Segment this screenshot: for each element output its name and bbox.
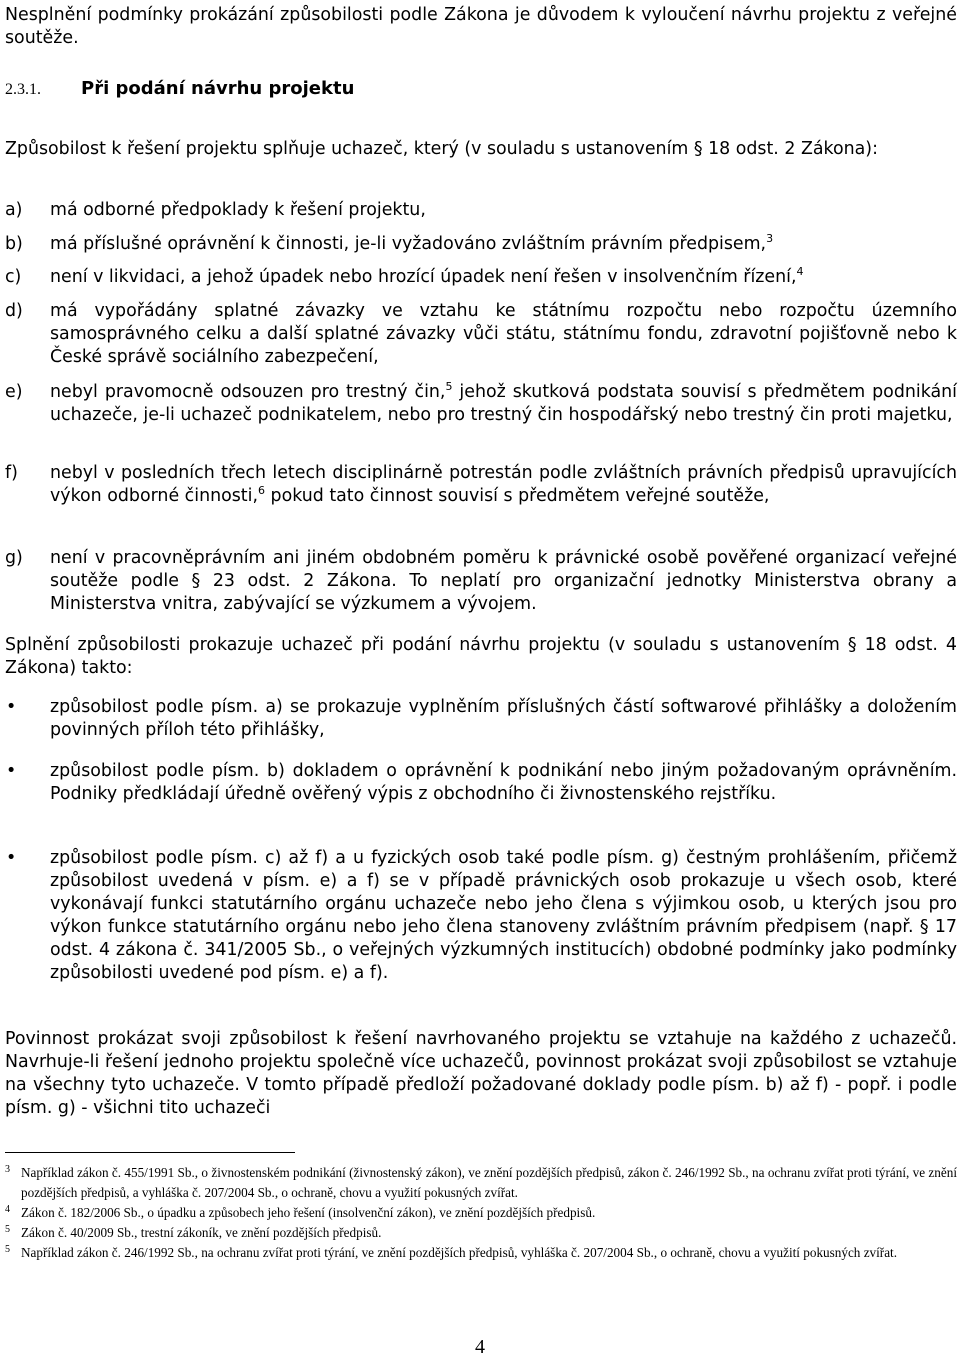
- condition-text: má odborné předpoklady k řešení projektu,: [50, 200, 426, 220]
- condition-text: má příslušné oprávnění k činnosti, je-li vyžadováno zvláštním právním předpisem,$^3$: [50, 232, 774, 254]
- condition-item: [5, 199, 957, 222]
- condition-item: [5, 547, 957, 616]
- footnote-text: Například zákon č. 455/1991 Sb., o živnostenském podnikání (živnostenský zákon), ve znění pozdějších předpisů, zákon č. 246/1992 Sb., na ochranu zvířat proti týrání, ve znění pozdějších předpisů, a vyhláška č. 207/2004 Sb., o ochraně, chovu a využití pokusných zvířat.: [21, 1165, 957, 1200]
- bullet-text: způsobilost podle písm. c) až f) a u fyzických osob také podle písm. g) čestným prohlášením, přičemž způsobilost uvedená v písm. e) a f) se v případě právnických osob prokazuje u všech osob, které vykonávají funkci statutárního orgánu uchazeče nebo jeho člena s výjimkou osob, u kterých jsou pro výkon funkce statutárního orgánu nebo jeho člena stanoveny zvláštním právním předpisem (např. § 17 odst. 4 zákona č. 341/2005 Sb., o veřejných výzkumných institucích) obdobné podmínky jako podmínky způsobilosti uvedené pod písm. e) a f).: [50, 848, 957, 983]
- footnote-ref: 6: [258, 484, 265, 497]
- footnote-ref: 3: [766, 232, 774, 245]
- condition-label: a): [5, 200, 23, 220]
- footnote: [5, 1243, 957, 1263]
- condition-text: má vypořádány splatné závazky ve vztahu ke státnímu rozpočtu nebo rozpočtu územního samosprávného celku a další splatné závazky vůči státu, státnímu fondu, zdravotní pojišťovně nebo k České správě sociálního zabezpečení,: [50, 301, 957, 367]
- bullet-text: způsobilost podle písm. a) se prokazuje vyplněním příslušných částí softwarové přihlášky a doložením povinných příloh této přihlášky,: [50, 697, 957, 740]
- bullet-icon: •: [6, 697, 17, 717]
- footnote-text: Například zákon č. 246/1992 Sb., na ochranu zvířat proti týrání, ve znění pozdějších předpisů, vyhláška č. 207/2004 Sb., o ochraně, chovu a využití pokusných zvířat.: [21, 1245, 898, 1260]
- condition-text: nebyl pravomocně odsouzen pro trestný čin,$^5$ jehož skutková podstata souvisí s předmětem podnikání uchazeče, je-li uchazeč podnikatelem, nebo pro trestný čin hospodářský nebo trestný čin proti majetku,: [50, 380, 957, 425]
- condition-text: není v likvidaci, a jehož úpadek nebo hrozící úpadek není řešen v insolvenčním řízení,$^4$: [50, 265, 804, 287]
- condition-item: [5, 233, 957, 256]
- condition-item: [5, 266, 957, 289]
- obligation-paragraph: Povinnost prokázat svoji způsobilost k řešení navrhovaného projektu se vztahuje na každého z uchazečů. Navrhuje-li řešení jednoho projektu společně více uchazečů, povinnost prokázat svoji způsobilost se vztahuje na všechny tyto uchazeče. V tomto případě předloží požadované doklady podle písm. b) až f) - popř. i podle písm. g) - všichni tito uchazeči: [5, 1029, 957, 1118]
- condition-label: g): [5, 548, 23, 568]
- condition-label: d): [5, 301, 23, 321]
- condition-text: nebyl v posledních třech letech disciplinárně potrestán podle zvláštních právních předpisů upravujících výkon odborné činnosti,$^6$ pokud tato činnost souvisí s předmětem veřejné soutěže,: [50, 463, 957, 506]
- condition-item: [5, 462, 957, 508]
- section-number: 2.3.1.: [5, 81, 41, 98]
- condition-label: e): [5, 382, 23, 402]
- footnote: [5, 1163, 957, 1203]
- footnote-number: 5: [5, 1224, 10, 1235]
- bullet-item: [5, 696, 957, 742]
- footnote: [5, 1203, 957, 1223]
- bullet-text: způsobilost podle písm. b) dokladem o oprávnění k podnikání nebo jiným požadovaným oprávněním. Podniky předkládají úředně ověřený výpis z obchodního či živnostenského rejstříku.: [50, 761, 957, 804]
- footnote-separator: [5, 1152, 295, 1153]
- footnote-text: Zákon č. 40/2009 Sb., trestní zákoník, ve znění pozdějších předpisů.: [21, 1225, 382, 1240]
- condition-label: c): [5, 267, 22, 287]
- capability-paragraph: Způsobilost k řešení projektu splňuje uchazeč, který (v souladu s ustanovením § 18 odst. 2 Zákona):: [5, 139, 878, 159]
- footnote-ref: 4: [796, 265, 804, 278]
- condition-label: f): [5, 463, 18, 483]
- section-title: Při podání návrhu projektu: [81, 78, 355, 99]
- bullet-item: [5, 847, 957, 985]
- proof-intro-paragraph: Splnění způsobilosti prokazuje uchazeč při podání návrhu projektu (v souladu s ustanovením § 18 odst. 4 Zákona) takto:: [5, 635, 957, 678]
- condition-text: není v pracovněprávním ani jiném obdobném poměru k právnické osobě pověřené organizací veřejné soutěže podle § 23 odst. 2 Zákona. To neplatí pro organizační jednotky Ministerstva obrany a Ministerstva vnitra, zabývající se výzkumem a vývojem.: [50, 548, 957, 614]
- condition-label: b): [5, 234, 23, 254]
- bullet-icon: •: [6, 761, 17, 781]
- bullet-item: [5, 760, 957, 806]
- section-heading: [5, 78, 354, 99]
- footnote-ref: 5: [445, 380, 453, 393]
- bullet-icon: •: [6, 848, 17, 868]
- condition-item: [5, 300, 957, 369]
- page-number: 4: [475, 1336, 485, 1358]
- footnote-text: Zákon č. 182/2006 Sb., o úpadku a způsobech jeho řešení (insolvenční zákon), ve znění pozdějších předpisů.: [21, 1205, 596, 1220]
- footnote: [5, 1223, 957, 1243]
- intro-paragraph: Nesplnění podmínky prokázání způsobilosti podle Zákona je důvodem k vyloučení návrhu projektu z veřejné soutěže.: [5, 5, 957, 48]
- condition-item: [5, 381, 957, 427]
- footnote-number: 4: [5, 1204, 10, 1215]
- footnote-number: 3: [5, 1164, 10, 1175]
- footnote-number: 5: [5, 1244, 10, 1255]
